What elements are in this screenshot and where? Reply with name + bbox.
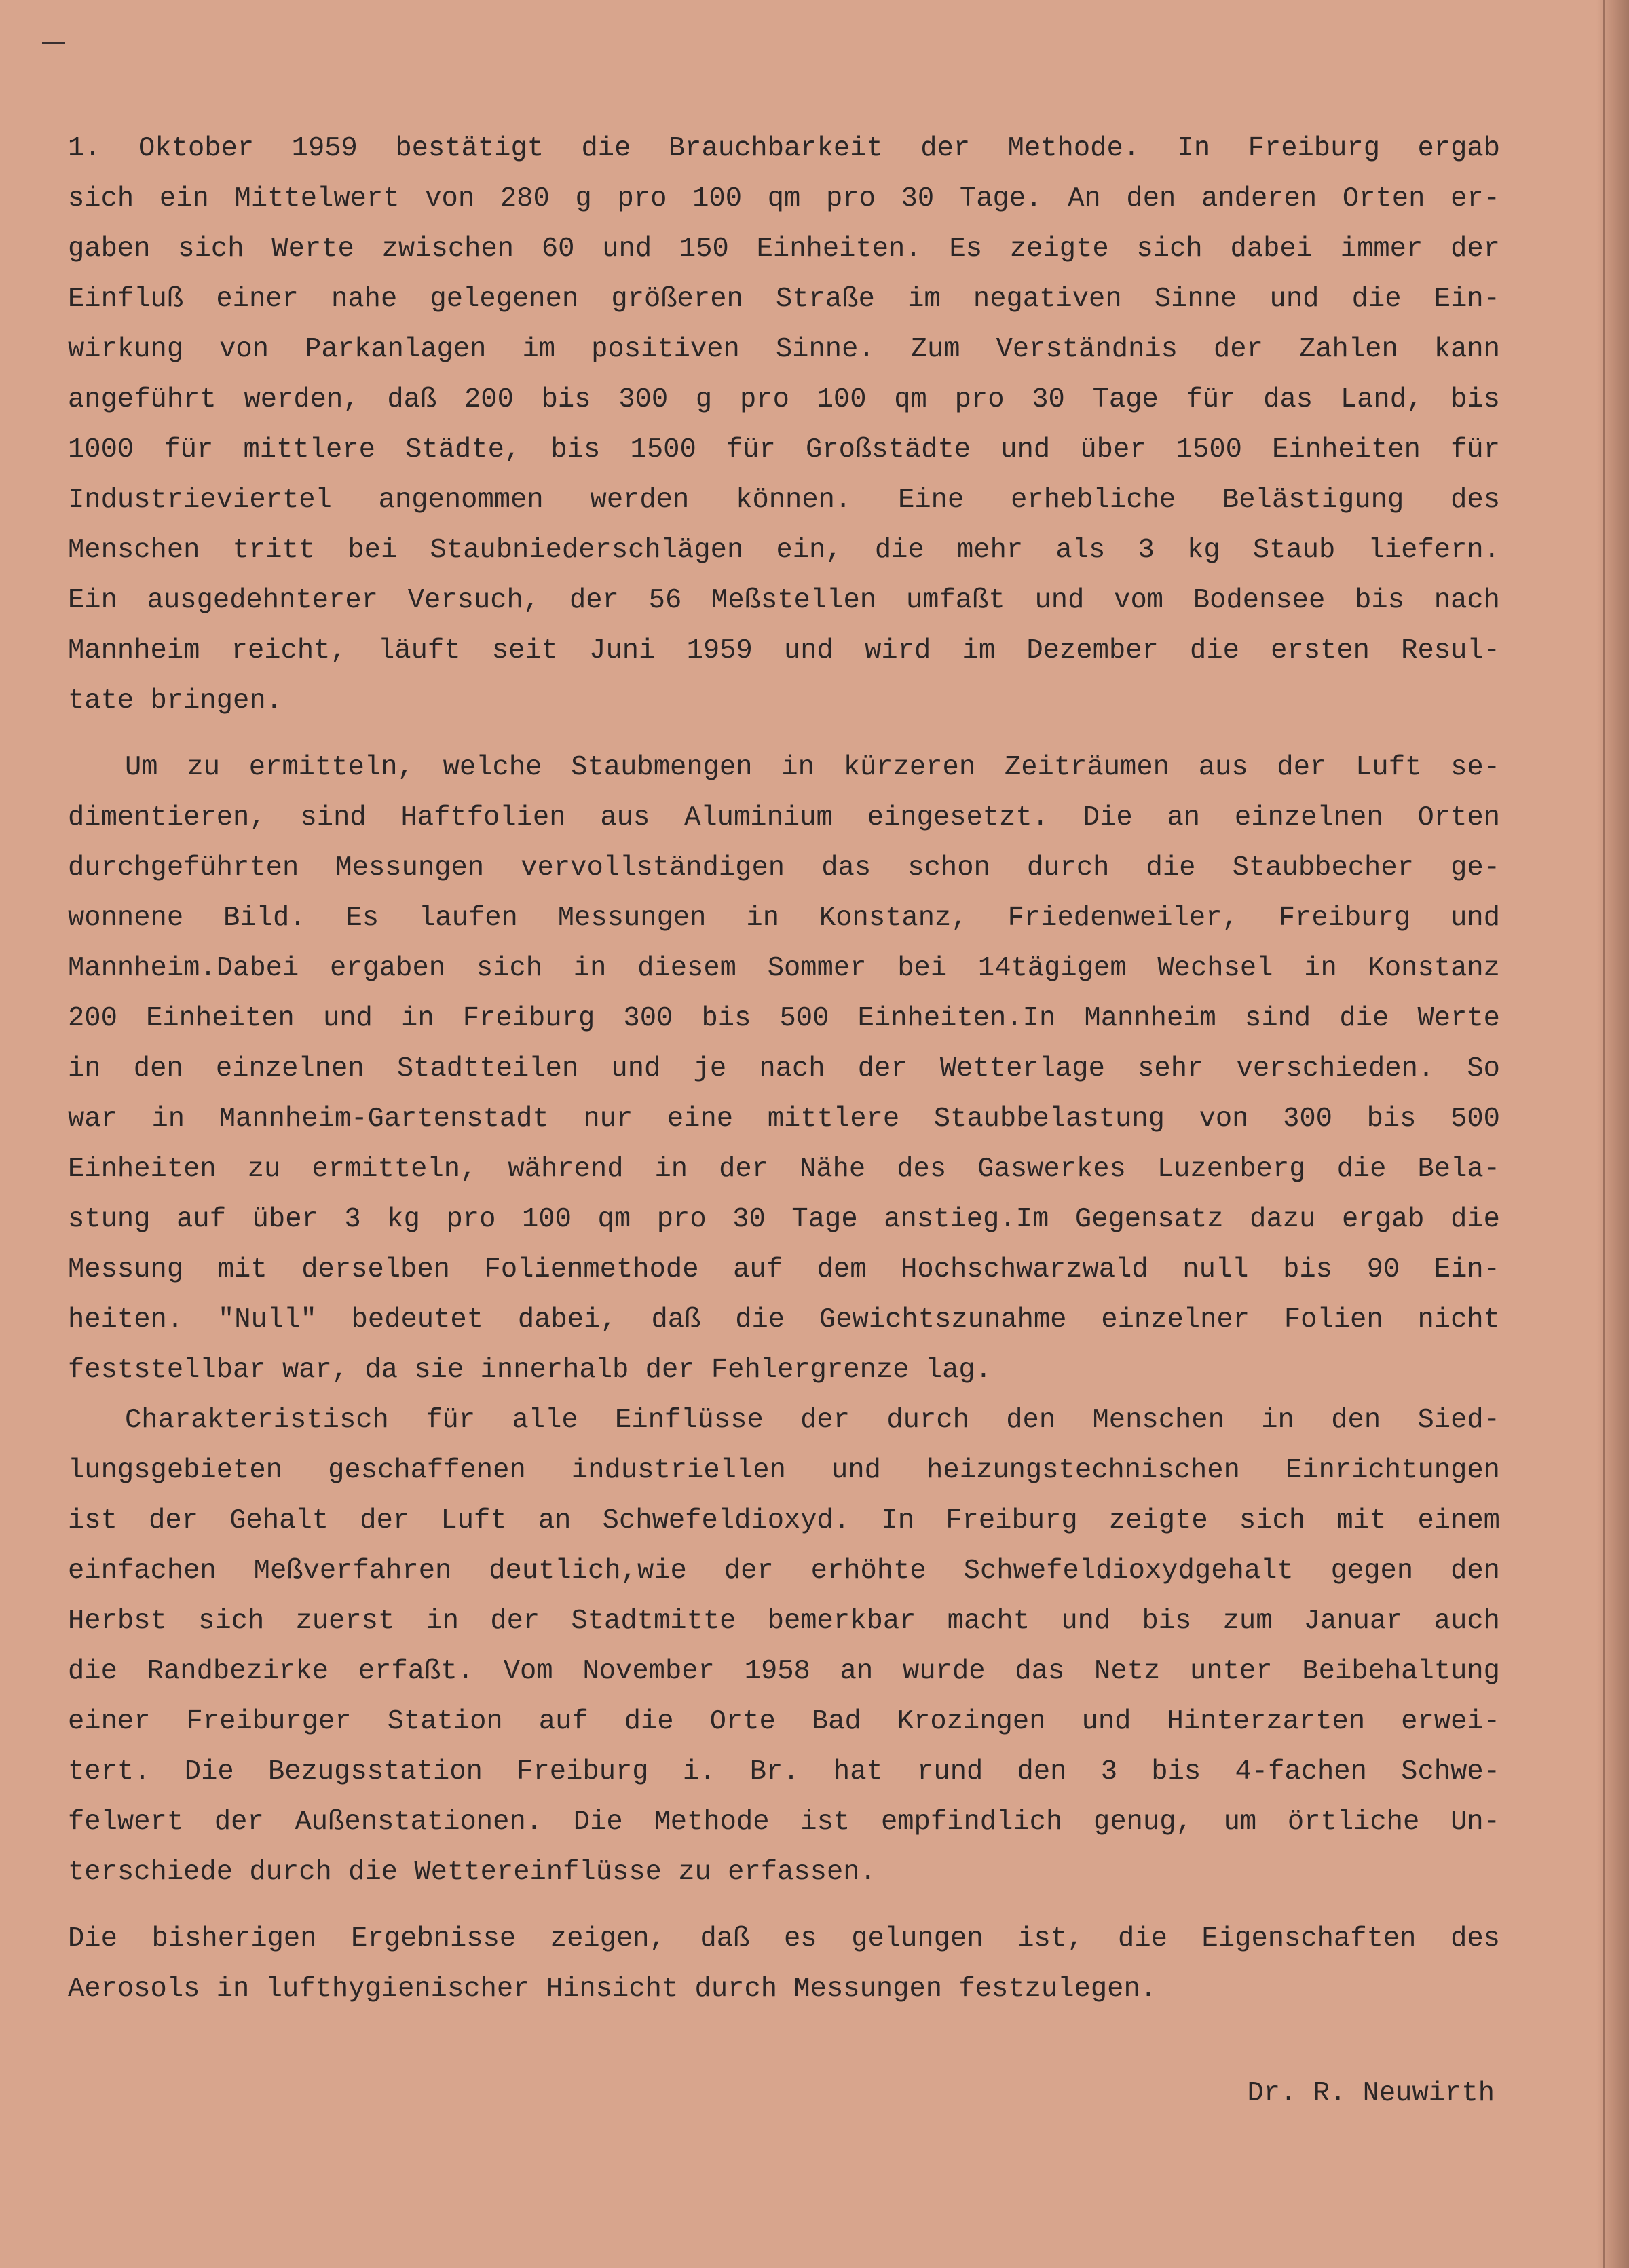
text-line: Aerosols in lufthygienischer Hinsicht durch Messungen festzulegen. [68,1973,1157,2005]
text-line: sich ein Mittelwert von 280 g pro 100 qm pro 30 Tage. An den anderen Orten er- [68,183,1500,214]
text-line: Mannheim reicht, läuft seit Juni 1959 und wird im Dezember die ersten Resul- [68,635,1500,666]
text-line: wirkung von Parkanlagen im positiven Sinne. Zum Verständnis der Zahlen kann [68,334,1500,365]
text-line: Ein ausgedehnterer Versuch, der 56 Meßstellen umfaßt und vom Bodensee bis nach [68,585,1500,616]
text-line: gaben sich Werte zwischen 60 und 150 Einheiten. Es zeigte sich dabei immer der [68,233,1500,265]
text-line: feststellbar war, da sie innerhalb der Fehlergrenze lag. [68,1355,992,1386]
text-line: Menschen tritt bei Staubniederschlägen ein, die mehr als 3 kg Staub liefern. [68,535,1500,566]
text-line: Die bisherigen Ergebnisse zeigen, daß es gelungen ist, die Eigenschaften des [68,1923,1500,1954]
paragraph-2 [68,742,1500,1395]
text-line: Messung mit derselben Folienmethode auf dem Hochschwarzwald null bis 90 Ein- [68,1254,1500,1285]
text-line: einfachen Meßverfahren deutlich,wie der erhöhte Schwefeldioxydgehalt gegen den [68,1555,1500,1587]
text-line: felwert der Außenstationen. Die Methode ist empfindlich genug, um örtliche Un- [68,1807,1500,1838]
text-line: terschiede durch die Wettereinflüsse zu erfassen. [68,1857,876,1888]
page-edge-line [1603,0,1605,2268]
text-line: durchgeführten Messungen vervollständigen das schon durch die Staubbecher ge- [68,852,1500,884]
text-line: angeführt werden, daß 200 bis 300 g pro 100 qm pro 30 Tage für das Land, bis [68,384,1500,415]
text-line: dimentieren, sind Haftfolien aus Aluminium eingesetzt. Die an einzelnen Orten [68,802,1500,833]
text-line: 200 Einheiten und in Freiburg 300 bis 500 Einheiten.In Mannheim sind die Werte [68,1003,1500,1034]
text-line: war in Mannheim-Gartenstadt nur eine mittlere Staubbelastung von 300 bis 500 [68,1103,1500,1135]
text-line: tert. Die Bezugsstation Freiburg i. Br. hat rund den 3 bis 4-fachen Schwe- [68,1756,1500,1788]
paragraph-1 [68,124,1500,726]
text-line: tate bringen. [68,685,282,717]
text-line: Einfluß einer nahe gelegenen größeren Straße im negativen Sinne und die Ein- [68,284,1500,315]
text-line: wonnene Bild. Es laufen Messungen in Konstanz, Friedenweiler, Freiburg und [68,903,1500,934]
text-line: die Randbezirke erfaßt. Vom November 1958 an wurde das Netz unter Beibehaltung [68,1656,1500,1687]
text-line: 1000 für mittlere Städte, bis 1500 für Großstädte und über 1500 Einheiten für [68,434,1500,466]
text-line: Um zu ermitteln, welche Staubmengen in kürzeren Zeiträumen aus der Luft se- [125,752,1500,783]
signature: Dr. R. Neuwirth [1247,2078,1495,2109]
text-line: Mannheim.Dabei ergaben sich in diesem Sommer bei 14tägigem Wechsel in Konstanz [68,953,1500,984]
text-line: in den einzelnen Stadtteilen und je nach der Wetterlage sehr verschieden. So [68,1053,1500,1084]
stray-dash-mark [42,42,65,44]
text-line: Industrieviertel angenommen werden können. Eine erhebliche Belästigung des [68,485,1500,516]
text-line: stung auf über 3 kg pro 100 qm pro 30 Tage anstieg.Im Gegensatz dazu ergab die [68,1204,1500,1235]
paragraph-4 [68,1914,1500,2014]
text-line: 1. Oktober 1959 bestätigt die Brauchbarkeit der Methode. In Freiburg ergab [68,133,1500,164]
text-line: heiten. "Null" bedeutet dabei, daß die Gewichtszunahme einzelner Folien nicht [68,1304,1500,1336]
text-line: einer Freiburger Station auf die Orte Bad Krozingen und Hinterzarten erwei- [68,1706,1500,1737]
body-text [68,124,1500,2014]
paragraph-3 [68,1395,1500,1897]
text-line: ist der Gehalt der Luft an Schwefeldioxyd. In Freiburg zeigte sich mit einem [68,1505,1500,1536]
text-line: lungsgebieten geschaffenen industriellen und heizungstechnischen Einrichtungen [68,1455,1500,1486]
text-line: Einheiten zu ermitteln, während in der Nähe des Gaswerkes Luzenberg die Bela- [68,1154,1500,1185]
text-line: Charakteristisch für alle Einflüsse der durch den Menschen in den Sied- [125,1405,1500,1436]
page-edge-shadow [1596,0,1629,2268]
text-line: Herbst sich zuerst in der Stadtmitte bemerkbar macht und bis zum Januar auch [68,1606,1500,1637]
